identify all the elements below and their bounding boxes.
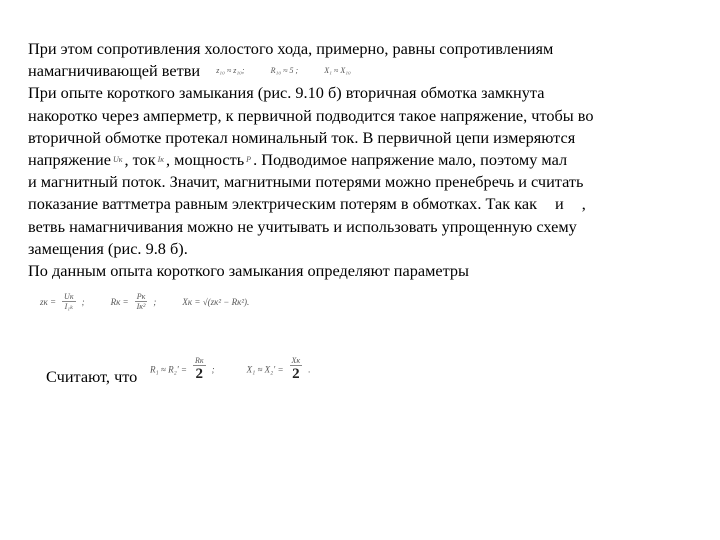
formula-rk-lhs: Rк = [110, 297, 129, 308]
formula-end: . [308, 364, 311, 375]
separator: ; [81, 297, 85, 308]
text-line-1: При этом сопротивления холостого хода, примерно, равны сопротивлениям [28, 39, 554, 58]
formula-x1-lhs: X₁ ≈ X₂' = [246, 364, 284, 375]
fraction-denominator: 2 [195, 366, 204, 382]
text-fragment: намагничивающей ветви [28, 61, 201, 81]
text-line-6 [28, 149, 668, 171]
symbol-current: Iк [157, 154, 165, 164]
separator: ; [153, 297, 157, 308]
text-fragment: . Подводимое напряжение мало, поэтому мал [253, 149, 568, 169]
fraction-zk [62, 292, 76, 311]
text-line-3: При опыте короткого замыкания (рис. 9.10 б) вторичная обмотка замкнута [28, 83, 545, 103]
text-line-9: ветвь намагничивания можно не учитывать и использовать упрощенную схему [28, 216, 577, 236]
text-line-2 [28, 60, 668, 82]
fraction-denominator: I₁ₖ [64, 302, 73, 311]
symbol-power: P [246, 154, 252, 164]
text-line-4: накоротко через амперметр, к первичной подводится такое напряжение, чтобы во [28, 105, 594, 125]
formula-r-equal: R₁₀ ≈ 5 ; [270, 66, 299, 76]
formula-row-parameters [40, 292, 249, 311]
text-fragment: и [555, 194, 564, 214]
text-line-10: замещения (рис. 9.8 б). [28, 238, 188, 258]
fraction-x1 [290, 356, 303, 382]
text-line-5: вторичной обмотке протекал номинальный ток. В первичной цепи измеряются [28, 127, 576, 147]
considered-label: Считают, что [46, 367, 138, 386]
document-text [28, 38, 668, 282]
text-fragment: , мощность [166, 149, 245, 169]
fraction-rk [135, 292, 148, 311]
separator: ; [211, 364, 215, 375]
fraction-numerator: Xк [291, 356, 301, 365]
text-fragment: , [581, 194, 586, 214]
formula-x-equal: X₁ ≈ X₁₀ [324, 66, 351, 76]
formula-row-halves [150, 356, 310, 382]
fraction-denominator: 2 [292, 366, 300, 382]
formula-z-equal: z₁₀ ≈ z₁₀; [216, 66, 245, 76]
text-fragment: , ток [124, 149, 156, 169]
text-line-11: По данным опыта короткого замыкания определяют параметры [28, 260, 469, 280]
fraction-denominator: Iк² [136, 302, 146, 311]
fraction-numerator: Rк [194, 356, 204, 365]
text-line-7: и магнитный поток. Значит, магнитными потерями можно пренебречь и считать [28, 172, 584, 192]
fraction-r1 [193, 356, 206, 382]
formula-xk: Xк = √(zк² − Rк²). [182, 297, 250, 308]
formula-zk-lhs: zк = [40, 297, 57, 308]
text-fragment: показание ваттметра равным электрическим потерям в обмотках. Так как [28, 194, 538, 214]
text-line-8 [28, 193, 668, 215]
fraction-numerator: Uк [64, 292, 74, 301]
symbol-voltage: Uк [112, 154, 123, 164]
formula-r1-lhs: R₁ ≈ R₂' = [150, 364, 187, 375]
text-fragment: напряжение [28, 149, 111, 169]
fraction-numerator: Pк [135, 292, 148, 302]
